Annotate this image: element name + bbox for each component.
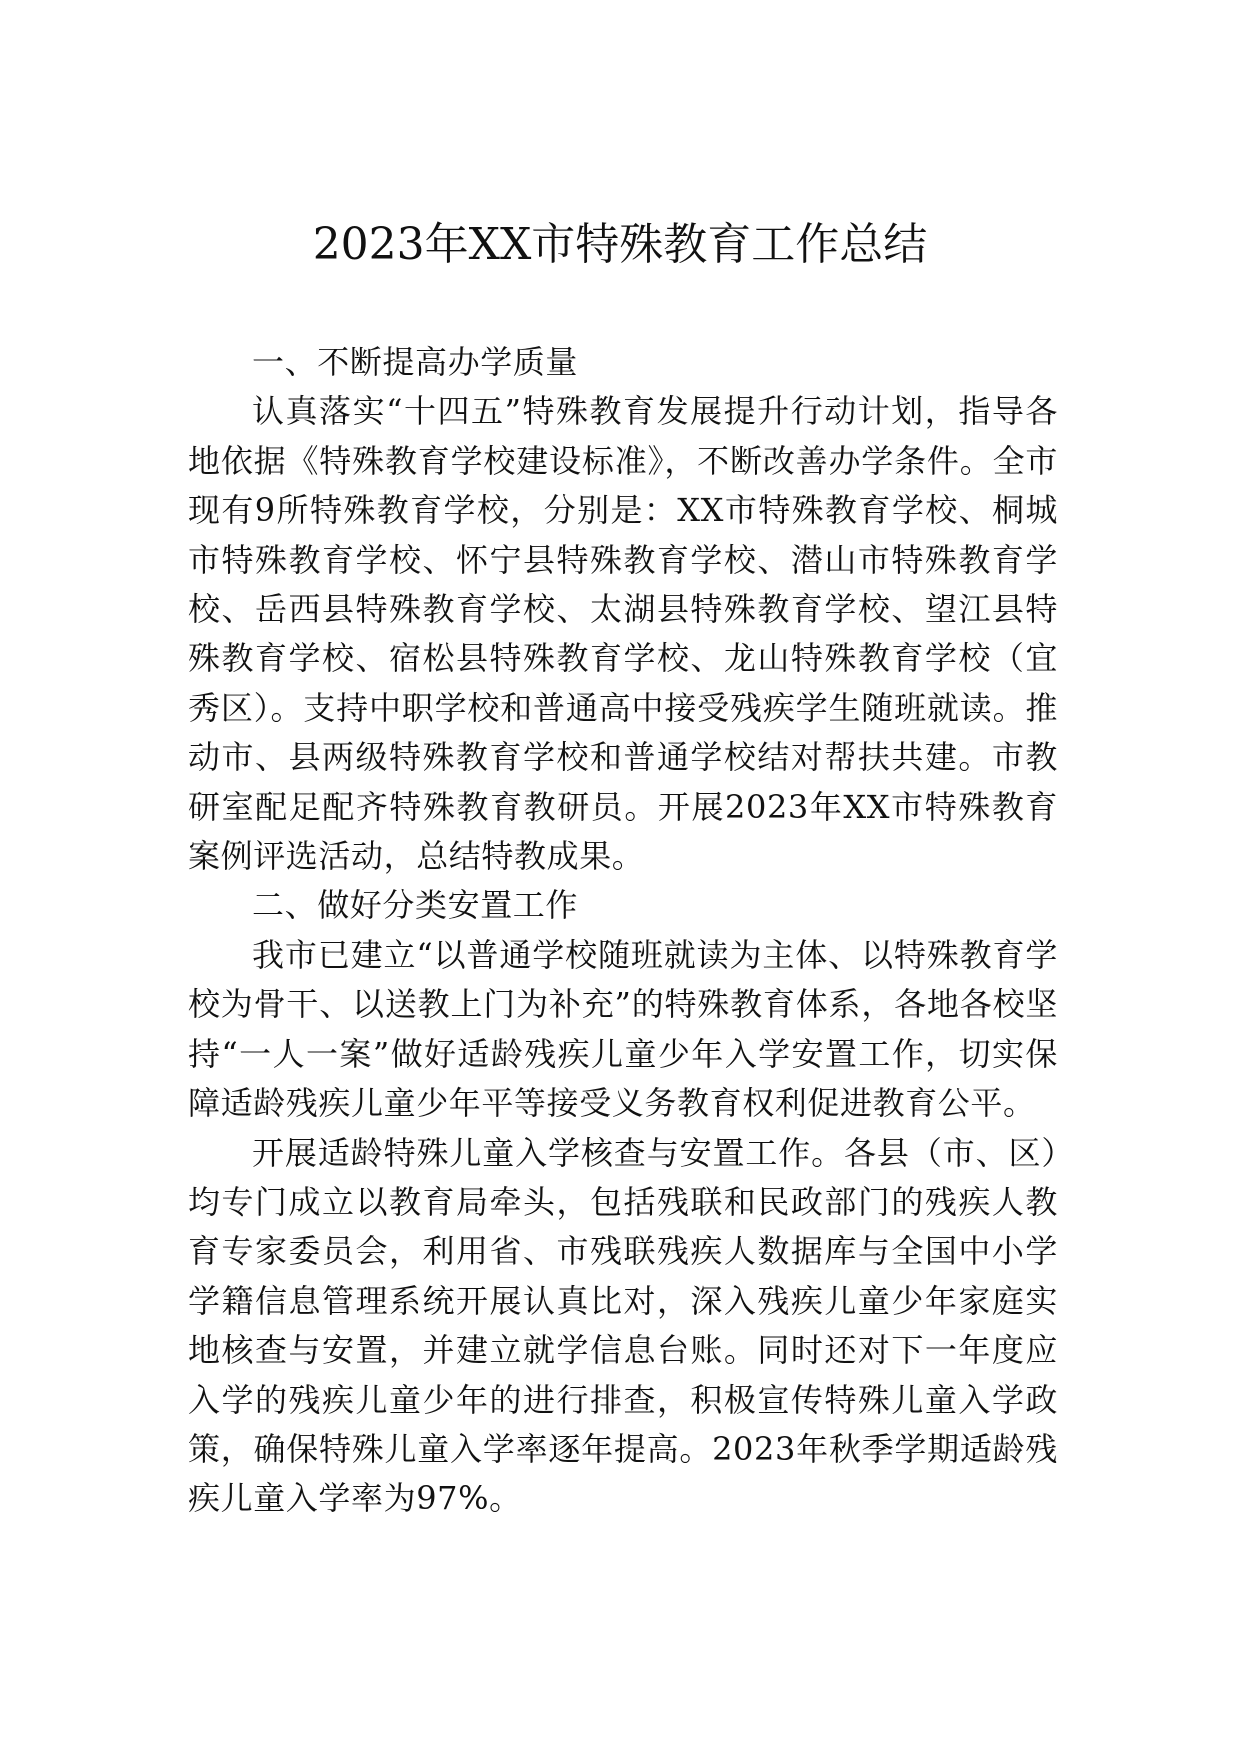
section-paragraph: 开展适龄特殊儿童入学核查与安置工作。各县（市、区）均专门成立以教育局牵头，包括残联和民政部门的残疾人教育专家委员会，利用省、市残联残疾人数据库与全国中小学学籍信息管理系统开展认真比对，深入残疾儿童少年家庭实地核查与安置，并建立就学信息台账。同时还对下一年度应入学的残疾儿童少年的进行排查，积极宣传特殊儿童入学政策，确保特殊儿童入学率逐年提高。2023年秋季学期适龄残疾儿童入学率为97%。 — [188, 1133, 1058, 1518]
document-title: 2023年XX市特殊教育工作总结 — [312, 219, 928, 270]
document-body — [188, 338, 1058, 1524]
section-heading: 一、不断提高办学质量 — [252, 343, 579, 381]
section-paragraph: 我市已建立“以普通学校随班就读为主体、以特殊教育学校为骨干、以送教上门为补充”的特殊教育体系，各地各校坚持“一人一案”做好适龄残疾儿童少年入学安置工作，切实保障适龄残疾儿童少年平等接受义务教育权利促进教育公平。 — [188, 935, 1058, 1123]
section-heading: 二、做好分类安置工作 — [252, 886, 579, 925]
section-paragraph: 认真落实“十四五”特殊教育发展提升行动计划，指导各地依据《特殊教育学校建设标准》，不断改善办学条件。全市现有9所特殊教育学校，分别是：XX市特殊教育学校、桐城市特殊教育学校、怀宁县特殊教育学校、潜山市特殊教育学校、岳西县特殊教育学校、太湖县特殊教育学校、望江县特殊教育学校、宿松县特殊教育学校、龙山特殊教育学校（宜秀区）。支持中职学校和普通高中接受残疾学生随班就读。推动市、县两级特殊教育学校和普通学校结对帮扶共建。市教研室配足配齐特殊教育教研员。开展2023年XX市特殊教育案例评选活动，总结特教成果。 — [188, 392, 1058, 876]
